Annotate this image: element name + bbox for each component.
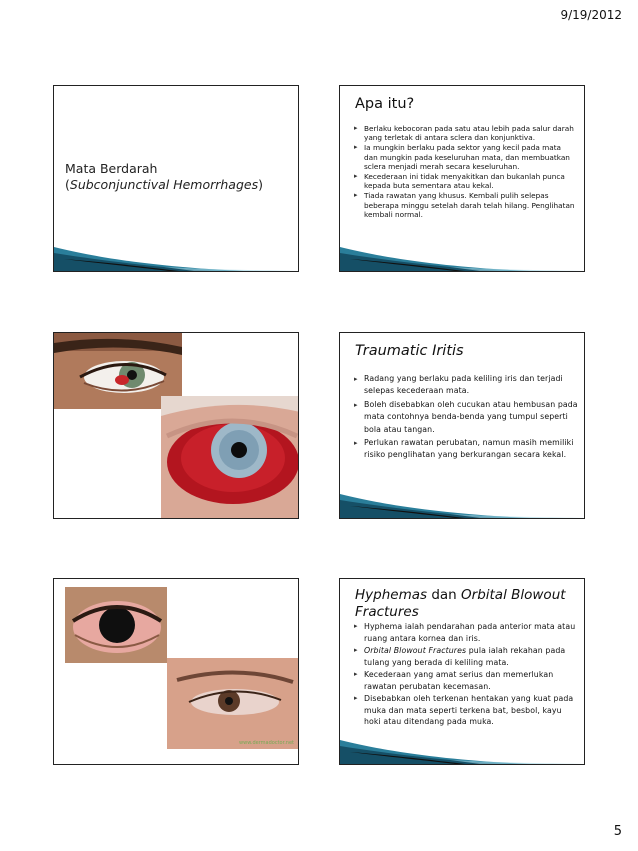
slide-3: [53, 332, 299, 519]
bullet-item: ▸ Perlukan rawatan perubatan, namun masih memiliki risiko penglihatan yang berkurangan secara kekal.: [354, 437, 579, 462]
slide-6-title: [355, 587, 584, 621]
slide-1-paren-open: (: [65, 177, 70, 192]
slide-1-title-line1: Mata Berdarah: [65, 161, 158, 176]
bullet-item: [354, 645, 576, 668]
bullet-item: ▸ Radang yang berlaku pada keliling iris dan terjadi selepas kecederaan mata.: [354, 373, 579, 398]
slide-swoosh: [340, 734, 585, 764]
bullet-item: ▸ Kecederaan yang amat serius dan memerlukan rawatan perubatan kecemasan.: [354, 669, 576, 692]
slide-6: [339, 578, 585, 765]
slide-4: [339, 332, 585, 519]
slide-1-title-italic: Subconjunctival Hemorrhages: [69, 177, 259, 192]
slide-6-title-italic-1: Hyphemas: [355, 587, 428, 603]
eye-photo-severe-hemorrhage: [161, 396, 299, 519]
bullet-italic: Orbital Blowout Fractures: [364, 646, 467, 655]
slide-6-title-italic-2: Orbital Blowout Fractures: [355, 587, 566, 620]
eye-photo-hyphema: [65, 587, 167, 663]
bullet-item: ▸ Tiada rawatan yang khusus. Kembali pulih selepas beberapa minggu setelah darah telah hilang. Penglihatan kembali normal.: [354, 191, 576, 219]
page-number: 5: [613, 824, 622, 839]
slide-4-title: Traumatic Iritis: [355, 343, 464, 359]
slide-1: [53, 85, 299, 272]
photo-watermark: www.dermadoctor.net: [239, 740, 294, 746]
page-date: 9/19/2012: [560, 8, 622, 22]
slide-swoosh: [340, 241, 585, 271]
bullet-item: ▸ Berlaku kebocoran pada satu atau lebih pada salur darah yang terletak di antara sclera dan konjunktiva.: [354, 124, 576, 142]
slide-2-title: Apa itu?: [355, 96, 415, 112]
slide-swoosh: [54, 241, 299, 271]
slide-2: [339, 85, 585, 272]
bullet-item: ▸ Hyphema ialah pendarahan pada anterior mata atau ruang antara kornea dan iris.: [354, 621, 576, 644]
slide-5: [53, 578, 299, 765]
slide-4-bullets: [354, 373, 579, 463]
bullet-item: ▸ Boleh disebabkan oleh cucukan atau hembusan pada mata contohnya benda-benda yang tumpul seperti bola atau tangan.: [354, 399, 579, 436]
bullet-item: ▸ Ia mungkin berlaku pada sektor yang kecil pada mata dan mungkin pada keseluruhan mata, dan membuatkan sclera menjadi merah secara keseluruhan.: [354, 143, 576, 171]
slide-6-bullets: [354, 621, 576, 729]
slide-1-title: [65, 161, 263, 193]
eye-photo-orbital: [167, 658, 299, 749]
bullet-rest: pula ialah rekahan pada tulang yang berada di keliling mata.: [364, 646, 566, 667]
bullet-item: ▸ Disebabkan oleh terkenan hentakan yang kuat pada muka dan mata seperti terkena bat, besbol, kayu hoki atau ditendang pada muka.: [354, 693, 576, 728]
slide-2-bullets: [354, 124, 576, 220]
slide-1-paren-close: ): [258, 177, 263, 192]
bullet-item: ▸ Kecederaan ini tidak menyakitkan dan bukanlah punca kepada buta sementara atau kekal.: [354, 172, 576, 190]
slide-6-title-plain: dan: [427, 587, 462, 603]
slide-swoosh: [340, 488, 585, 518]
